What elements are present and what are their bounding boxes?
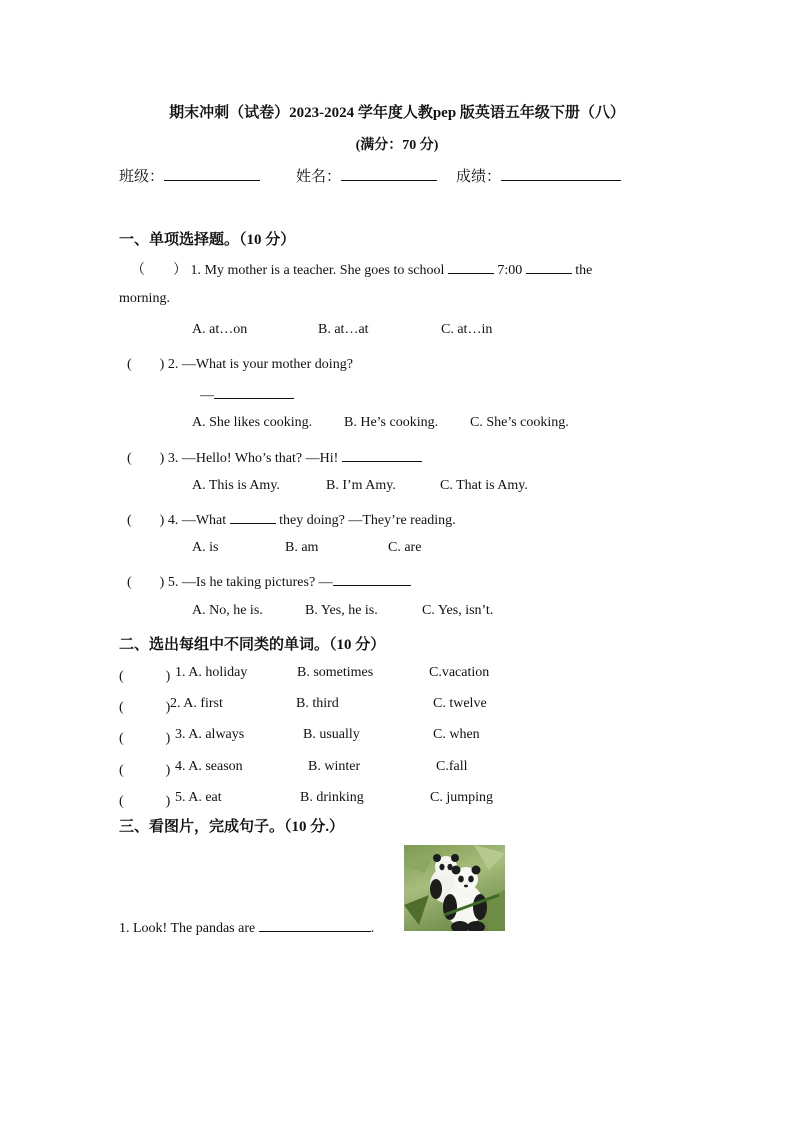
q5-option-c[interactable]: C. Yes, isn’t. (422, 603, 494, 618)
pandas-photo (404, 845, 505, 931)
q4-text-b: they doing? —They’re reading. (279, 513, 456, 528)
q3-text: 3. —Hello! Who’s that? —Hi! (167, 451, 339, 466)
s2-row-1-option-b[interactable]: B. sometimes (297, 665, 374, 680)
s2-row-1-option-c[interactable]: C.vacation (429, 665, 490, 680)
q5-bracket[interactable]: ( ) (127, 575, 165, 590)
q3-option-c[interactable]: C. That is Amy. (440, 478, 528, 493)
s2-row-4-option-c[interactable]: C.fall (436, 759, 468, 774)
q1-bracket[interactable]: （ ） (131, 263, 187, 278)
q1-text-b: 7:00 (497, 263, 523, 278)
q2-option-c[interactable]: C. She’s cooking. (470, 415, 569, 430)
s2-row-3-option-c[interactable]: C. when (433, 727, 480, 742)
q3-option-a[interactable]: A. This is Amy. (192, 478, 280, 493)
q1-option-b[interactable]: B. at…at (318, 322, 369, 337)
class-blank[interactable] (164, 166, 260, 181)
s2-row-4-option-a[interactable]: 4. A. season (175, 759, 243, 774)
name-blank[interactable] (341, 166, 437, 181)
q5-blank[interactable] (333, 571, 411, 586)
s2-row-2-option-c[interactable]: C. twelve (433, 696, 487, 711)
q5-text: 5. —Is he taking pictures? — (167, 575, 333, 590)
total-score: (满分：70 分) (355, 138, 439, 153)
s2-row-3-option-a[interactable]: 3. A. always (175, 727, 245, 742)
s2-row-2-option-b[interactable]: B. third (296, 696, 339, 711)
q2-line (127, 353, 353, 373)
q4-option-a[interactable]: A. is (192, 540, 219, 555)
s2-row-4-option-b[interactable]: B. winter (308, 759, 361, 774)
q4-line (127, 509, 456, 529)
s3-q1-line (119, 917, 374, 937)
s2-row-1-option-a[interactable]: 1. A. holiday (175, 665, 248, 680)
q1-text-cont: morning. (119, 291, 170, 306)
s2-row-5-bracket[interactable]: ( ) (119, 794, 171, 809)
q4-blank[interactable] (230, 509, 276, 524)
grade-field (456, 165, 621, 186)
q1-option-a[interactable]: A. at…on (192, 322, 248, 337)
s3-q1-blank[interactable] (259, 917, 371, 932)
s3-q1-end: . (370, 921, 375, 936)
q3-line (127, 447, 422, 467)
q4-bracket[interactable]: ( ) (127, 513, 165, 528)
q1-blank-2[interactable] (526, 259, 572, 274)
q5-option-b[interactable]: B. Yes, he is. (305, 603, 378, 618)
s3-q1-text: 1. Look! The pandas are (119, 921, 256, 936)
name-field (296, 165, 437, 186)
q3-option-b[interactable]: B. I’m Amy. (326, 478, 396, 493)
q2-option-a[interactable]: A. She likes cooking. (192, 415, 313, 430)
q1-text-c: the (575, 263, 593, 278)
q4-text-a: 4. —What (167, 513, 227, 528)
q2-answer-line (200, 384, 294, 404)
q1-line (131, 259, 592, 279)
grade-blank[interactable] (501, 166, 621, 181)
s2-row-3-option-b[interactable]: B. usually (303, 727, 360, 742)
class-field (119, 165, 260, 186)
q2-bracket[interactable]: ( ) (127, 357, 165, 372)
q4-option-c[interactable]: C. are (388, 540, 422, 555)
section1-heading: 一、单项选择题。（10 分） (119, 232, 296, 248)
q3-bracket[interactable]: ( ) (127, 451, 165, 466)
s2-row-3-bracket[interactable]: ( ) (119, 731, 171, 746)
q2-dash: — (200, 388, 214, 403)
q1-text-a: 1. My mother is a teacher. She goes to school (190, 263, 445, 278)
exam-title: 期末冲刺（试卷）2023-2024 学年度人教pep 版英语五年级下册（八） (169, 105, 625, 121)
q2-option-b[interactable]: B. He’s cooking. (344, 415, 439, 430)
s2-row-5-option-c[interactable]: C. jumping (430, 790, 494, 805)
name-label: 姓名： (296, 169, 342, 185)
q2-blank[interactable] (214, 384, 294, 399)
grade-label: 成绩： (456, 169, 502, 185)
section3-heading: 三、看图片，完成句子。（10 分.） (119, 819, 345, 835)
q1-option-c[interactable]: C. at…in (441, 322, 493, 337)
pandas-illustration (404, 845, 505, 931)
s2-row-2-option-a[interactable]: 2. A. first (170, 696, 223, 711)
q5-line (127, 571, 411, 591)
s2-row-2-bracket[interactable]: ( ) (119, 700, 171, 715)
q5-option-a[interactable]: A. No, he is. (192, 603, 263, 618)
s2-row-5-option-a[interactable]: 5. A. eat (175, 790, 222, 805)
s2-row-1-bracket[interactable]: ( ) (119, 669, 171, 684)
s2-row-4-bracket[interactable]: ( ) (119, 763, 171, 778)
class-label: 班级： (119, 169, 165, 185)
s2-row-5-option-b[interactable]: B. drinking (300, 790, 364, 805)
q2-text: 2. —What is your mother doing? (167, 357, 353, 372)
section2-heading: 二、选出每组中不同类的单词。（10 分） (119, 637, 386, 653)
q4-option-b[interactable]: B. am (285, 540, 319, 555)
q1-blank-1[interactable] (448, 259, 494, 274)
q3-blank[interactable] (342, 447, 422, 462)
